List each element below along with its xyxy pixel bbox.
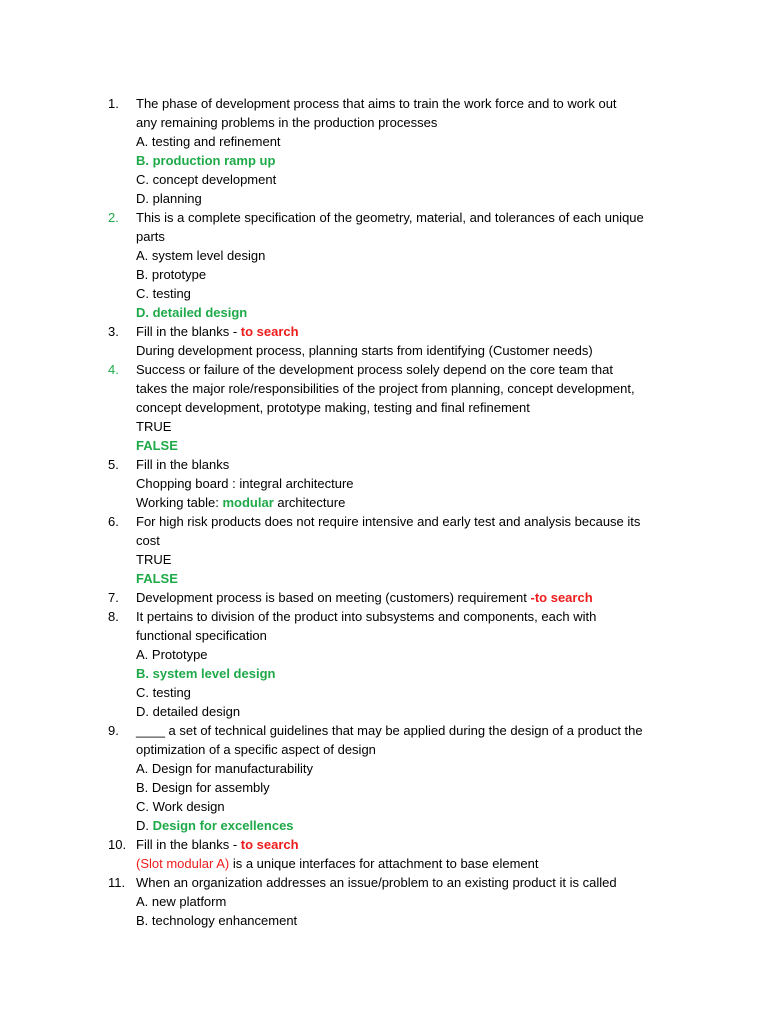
line-prefix: Working table: <box>136 495 223 510</box>
body-suffix: is a unique interfaces for attachment to base element <box>229 856 539 871</box>
question-number: 3. <box>108 324 119 339</box>
line-suffix: architecture <box>273 495 346 510</box>
question-text-line: For high risk products does not require intensive and early test and analysis because its <box>136 514 641 529</box>
question-number: 10. <box>108 837 127 852</box>
option: C. Work design <box>136 799 225 814</box>
to-search-note: to search <box>240 324 299 339</box>
question-number: 4. <box>108 362 119 377</box>
answer-text: (Slot modular A) <box>136 856 230 871</box>
question-body <box>136 854 688 873</box>
question-number: 1. <box>108 96 119 111</box>
question-text-line: This is a complete specification of the geometry, material, and tolerances of each unique <box>136 210 644 225</box>
option: TRUE <box>136 419 172 434</box>
question-8 <box>0 607 768 721</box>
question-text-line <box>136 322 688 341</box>
question-number: 11. <box>108 875 126 890</box>
correct-option: FALSE <box>136 438 178 453</box>
option: B. prototype <box>136 267 207 282</box>
question-text-line: takes the major role/responsibilities of the project from planning, concept development, <box>136 381 635 396</box>
question-3 <box>0 322 768 360</box>
question-9 <box>0 721 768 835</box>
question-7 <box>0 588 768 607</box>
question-11 <box>0 873 768 930</box>
question-4 <box>0 360 768 455</box>
question-number: 2. <box>108 210 119 225</box>
option: C. concept development <box>136 172 277 187</box>
question-text-line: cost <box>136 533 160 548</box>
question-body: During development process, planning starts from identifying (Customer needs) <box>136 343 593 358</box>
question-text-line: optimization of a specific aspect of design <box>136 742 376 757</box>
question-5 <box>0 455 768 512</box>
option: C. testing <box>136 286 191 301</box>
option: A. system level design <box>136 248 266 263</box>
question-text-line: concept development, prototype making, testing and final refinement <box>136 400 530 415</box>
question-text-line: ____ a set of technical guidelines that may be applied during the design of a product the <box>136 723 643 738</box>
option: D. planning <box>136 191 202 206</box>
option: B. Design for assembly <box>136 780 270 795</box>
question-text-line <box>136 588 688 607</box>
question-prefix: Fill in the blanks - <box>136 837 241 852</box>
question-text-line: parts <box>136 229 165 244</box>
option-prefix: D. <box>136 818 153 833</box>
correct-answer: Design for excellences <box>152 818 294 833</box>
correct-option: FALSE <box>136 571 178 586</box>
question-text-line: The phase of development process that aims to train the work force and to work out <box>136 96 617 111</box>
option: B. technology enhancement <box>136 913 298 928</box>
option: A. testing and refinement <box>136 134 281 149</box>
question-2 <box>0 208 768 322</box>
question-body <box>136 493 688 512</box>
correct-option: B. production ramp up <box>136 153 276 168</box>
question-number: 5. <box>108 457 119 472</box>
option: D. detailed design <box>136 704 241 719</box>
option: A. Design for manufacturability <box>136 761 314 776</box>
question-body: Chopping board : integral architecture <box>136 476 354 491</box>
question-number: 9. <box>108 723 119 738</box>
question-text-line: any remaining problems in the production processes <box>136 115 438 130</box>
question-number: 6. <box>108 514 119 529</box>
question-list <box>0 94 768 930</box>
question-text-line: It pertains to division of the product into subsystems and components, each with <box>136 609 597 624</box>
question-text-line <box>136 835 688 854</box>
question-prefix: Fill in the blanks - <box>136 324 241 339</box>
option: A. Prototype <box>136 647 208 662</box>
option <box>136 816 688 835</box>
correct-option: D. detailed design <box>136 305 248 320</box>
question-6 <box>0 512 768 588</box>
question-text-line: functional specification <box>136 628 267 643</box>
question-text: Development process is based on meeting (customers) requirement <box>136 590 531 605</box>
option: C. testing <box>136 685 191 700</box>
option: TRUE <box>136 552 172 567</box>
question-10 <box>0 835 768 873</box>
question-text-line: When an organization addresses an issue/problem to an existing product it is called <box>136 875 617 890</box>
question-text-line: Success or failure of the development process solely depend on the core team that <box>136 362 613 377</box>
question-title: Fill in the blanks <box>136 457 230 472</box>
question-number: 7. <box>108 590 119 605</box>
correct-option: B. system level design <box>136 666 276 681</box>
to-search-note: -to search <box>530 590 593 605</box>
question-number: 8. <box>108 609 119 624</box>
to-search-note: to search <box>240 837 299 852</box>
question-1 <box>0 94 768 208</box>
correct-answer: modular <box>222 495 274 510</box>
option: A. new platform <box>136 894 227 909</box>
